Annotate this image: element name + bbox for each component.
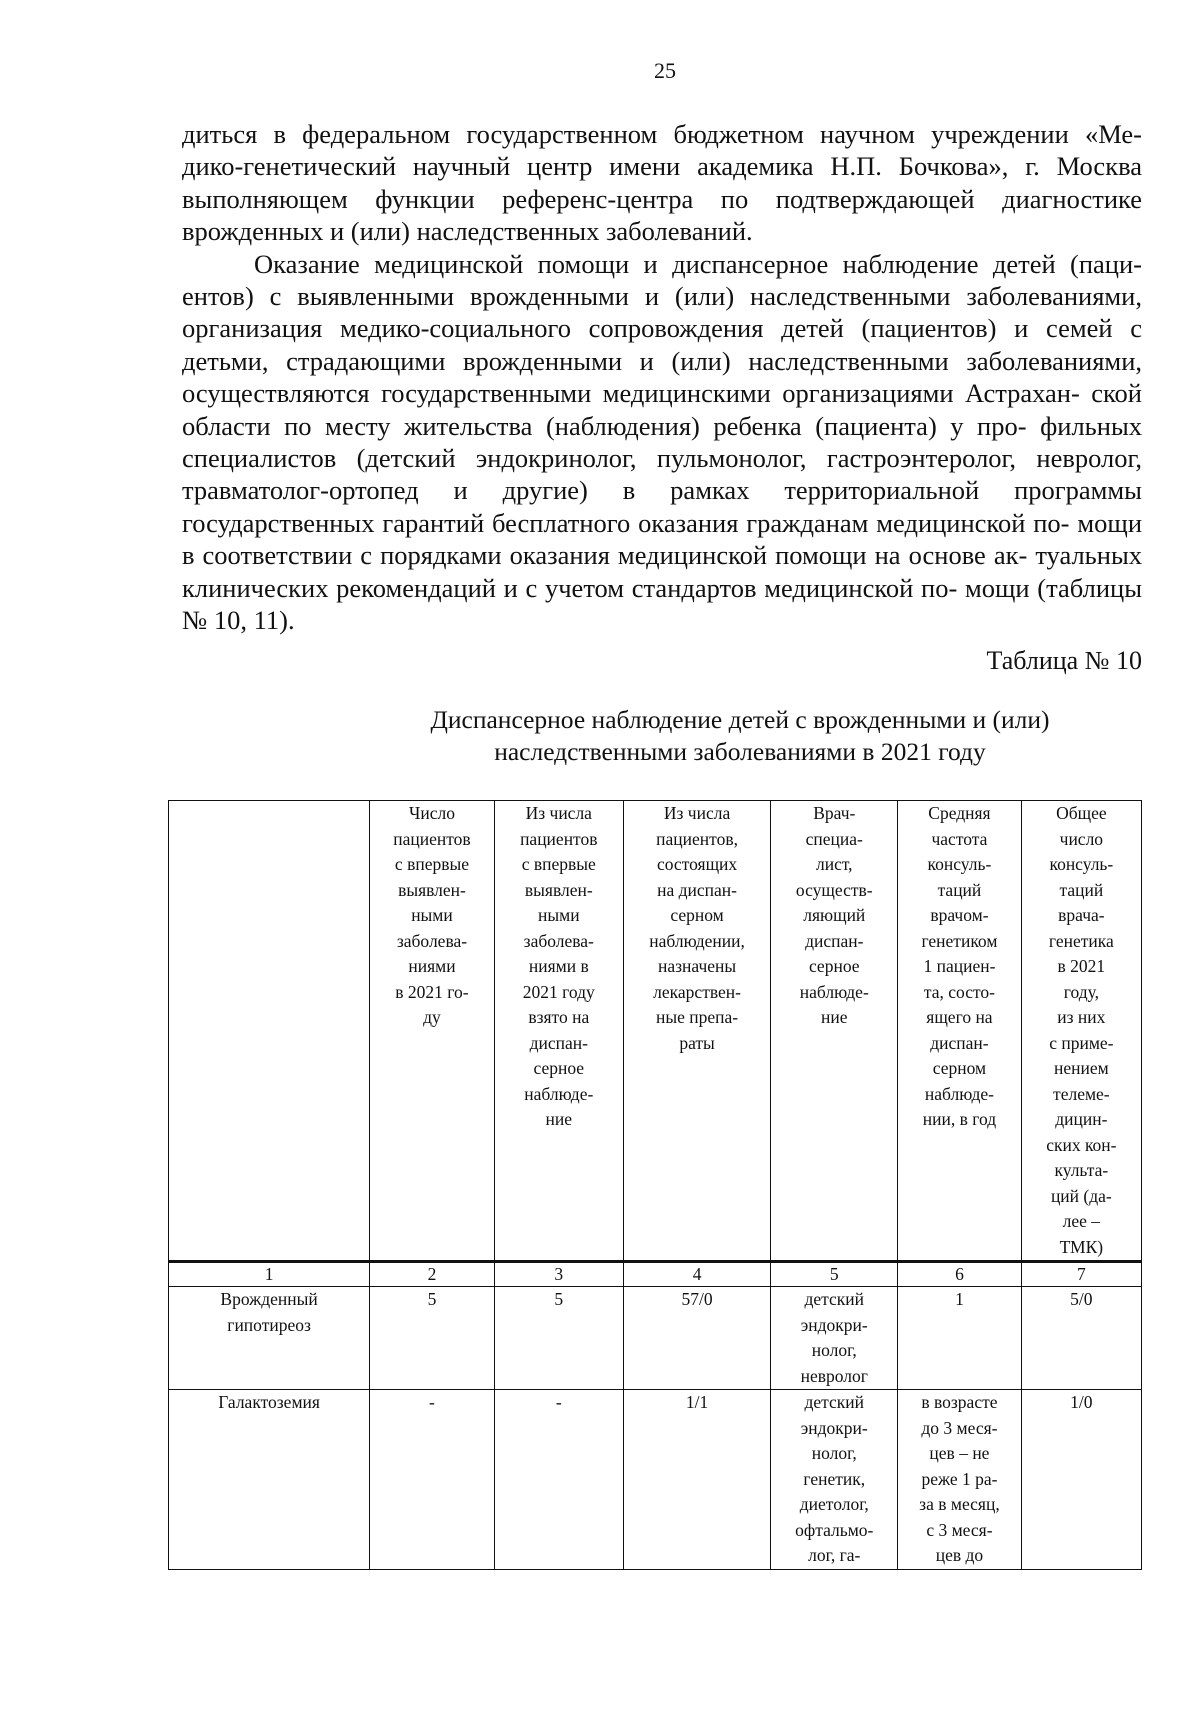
new-patients-cell [370, 1390, 495, 1570]
column-number-5 [771, 1262, 898, 1287]
cell-text: врача- [1058, 905, 1105, 925]
cell-text: нии, в год [922, 1109, 997, 1129]
cell-text: назначены [657, 956, 737, 976]
cell-text: с приме- [1049, 1032, 1114, 1053]
cell-text: из них [1057, 1007, 1106, 1027]
cell-text: 1 [955, 1289, 964, 1309]
cell-text: лист, [815, 854, 853, 874]
cell-text: за в месяц, [919, 1494, 1000, 1514]
table-header-row [169, 801, 1142, 1262]
cell-text: заболева- [523, 930, 594, 951]
cell-text: детский [804, 1289, 865, 1309]
cell-text: таций [937, 879, 982, 900]
cell-text: та, состо- [923, 981, 995, 1002]
cell-text: детский [804, 1392, 865, 1412]
table-label: Таблица № 10 [986, 646, 1142, 675]
cell-text: ные препа- [656, 1007, 739, 1027]
cell-text: пациентов [393, 828, 471, 849]
cell-text: нением [1053, 1058, 1109, 1078]
paragraph-2: Оказание медицинской помощи и диспансерное наблюдение детей (паци- ентов) с выявленными врожденными и (или) наследственными заболеваниями, организация медико-социального сопровождения детей (пациентов) и семей с детьми, страдающими врожденными и (или) наследственными заболеваниями, осуществляются государственными медицинскими организациями Астрахан- ской области по месту жительства (наблюдения) ребенка (пациента) у про- фильных специалистов (детский эндокринолог, пульмонолог, гастроэнтеролог, невролог, травматолог-ортопед и другие) в рамках территориальной программы государственных гарантий бесплатного оказания гражданам медицинской по- мощи в соответствии с порядками оказания медицинской помощи на основе ак- туальных клинических рекомендаций и с учетом стандартов медицинской по- мощи (таблицы № 10, 11). [182, 248, 1143, 636]
disease-name-cell [169, 1287, 370, 1390]
cell-text: таций [1059, 879, 1104, 900]
cell-text: Галактоземия [218, 1392, 320, 1412]
cell-text: 57/0 [681, 1289, 713, 1309]
cell-text: консуль- [927, 854, 992, 874]
cell-text: частота [931, 828, 988, 849]
cell-text: наблюде- [799, 981, 869, 1002]
prescribed-drugs-cell [623, 1287, 771, 1390]
header-cell-7 [1021, 801, 1141, 1262]
cell-text: ными [538, 905, 580, 925]
cell-text: ящего на [926, 1007, 993, 1027]
cell-text: Врач- [813, 803, 856, 823]
cell-text: Из числа [525, 803, 592, 823]
cell-text: лог, га- [808, 1545, 861, 1565]
header-cell-6 [898, 801, 1022, 1262]
header-cell-3 [494, 801, 623, 1262]
cell-text: наблюдении, [649, 930, 745, 951]
cell-text: реже 1 ра- [921, 1468, 998, 1489]
cell-text: дицин- [1055, 1109, 1108, 1129]
cell-text: 4 [692, 1264, 702, 1284]
cell-text: в 2021 го- [395, 981, 469, 1002]
cell-text: с впервые [394, 854, 469, 874]
header-cell-4 [623, 801, 771, 1262]
column-number-2 [370, 1262, 495, 1287]
cell-text: пациентов, [656, 828, 738, 849]
taken-under-observation-cell [494, 1287, 623, 1390]
cell-text: диетолог, [799, 1494, 869, 1514]
dispensary-table [168, 800, 1142, 1570]
cell-text: консуль- [1049, 854, 1114, 874]
page-number: 25 [654, 58, 676, 83]
cell-text: генетик, [803, 1468, 866, 1489]
table-title-line-2: наследственными заболеваниями в 2021 году [494, 737, 986, 766]
cell-text: до 3 меся- [921, 1417, 998, 1438]
cell-text: лее – [1062, 1211, 1101, 1231]
cell-text: генетиком [921, 930, 998, 951]
cell-text: специа- [805, 828, 863, 849]
column-number-3 [494, 1262, 623, 1287]
cell-text: ТМК) [1059, 1236, 1104, 1257]
cell-text: культа- [1054, 1160, 1109, 1180]
cell-text: нолог, [811, 1340, 857, 1360]
header-cell-1 [169, 801, 370, 1262]
cell-text: эндокри- [800, 1314, 868, 1335]
cell-text: Общее [1056, 803, 1107, 823]
cell-text: 5 [829, 1264, 839, 1284]
cell-text: состоящих [656, 854, 738, 874]
cell-text: эндокри- [800, 1417, 868, 1438]
column-number-6 [898, 1262, 1022, 1287]
cell-text: ными [411, 905, 453, 925]
cell-text: 5 [427, 1289, 437, 1309]
cell-text: - [555, 1392, 562, 1412]
cell-text: врачом- [930, 905, 989, 925]
cell-text: выявлен- [524, 879, 593, 900]
cell-text: гипотиреоз [227, 1314, 311, 1335]
column-number-row [169, 1262, 1142, 1287]
cell-text: серном [670, 905, 724, 925]
cell-text: диспан- [805, 930, 864, 951]
cell-text: 7 [1076, 1264, 1086, 1284]
paragraph-1: диться в федеральном государственном бюджетном научном учреждении «Ме- дико-генетический научный центр имени академика Н.П. Бочкова», г. Москва выполняющем функции референс-центра по подтверждающей диагностике врожденных и (или) наследственных заболеваний. [182, 119, 1142, 247]
cell-text: ниями в [528, 956, 589, 976]
cell-text: Средняя [928, 803, 991, 823]
column-number-4 [623, 1262, 771, 1287]
cell-text: на диспан- [657, 879, 737, 900]
cell-text: в 2021 [1057, 956, 1106, 976]
cell-text: 3 [554, 1264, 564, 1284]
table-title-line-1: Диспансерное наблюдение детей с врожденными и (или) [430, 705, 1050, 734]
consultation-frequency-cell [898, 1287, 1022, 1390]
consultation-frequency-cell [898, 1390, 1022, 1570]
cell-text: ду [423, 1007, 441, 1027]
cell-text: Число [408, 803, 455, 823]
cell-text: ских кон- [1046, 1134, 1117, 1155]
cell-text: 2021 году [522, 981, 595, 1002]
cell-text: ние [821, 1007, 848, 1027]
cell-text: Из числа [663, 803, 731, 823]
cell-text: телеме- [1053, 1083, 1110, 1104]
cell-text: невролог [800, 1365, 868, 1386]
cell-text: Врожденный [220, 1289, 318, 1309]
cell-text: 1/0 [1070, 1392, 1093, 1412]
specialist-cell [771, 1390, 898, 1570]
cell-text: в возрасте [921, 1392, 998, 1412]
cell-text: с впервые [521, 854, 596, 874]
column-number-1 [169, 1262, 370, 1287]
cell-text: выявлен- [398, 879, 466, 900]
taken-under-observation-cell [494, 1390, 623, 1570]
cell-text: 1 [264, 1264, 274, 1284]
cell-text: нолог, [811, 1443, 857, 1463]
cell-text: генетика [1048, 930, 1114, 951]
cell-text: ций (да- [1050, 1185, 1112, 1206]
total-consultations-cell [1021, 1390, 1141, 1570]
cell-text: лекарствен- [653, 981, 741, 1002]
cell-text: пациентов [520, 828, 598, 849]
cell-text: серное [808, 956, 860, 976]
cell-text: заболева- [396, 930, 468, 951]
cell-text: 5 [554, 1289, 564, 1309]
table-row [169, 1287, 1142, 1390]
cell-text: 5/0 [1070, 1289, 1093, 1309]
body-text [182, 118, 1142, 637]
cell-text: офтальмо- [795, 1519, 874, 1540]
total-consultations-cell [1021, 1287, 1141, 1390]
header-cell-2 [370, 801, 495, 1262]
cell-text: раты [679, 1032, 715, 1053]
cell-text: взято на [528, 1007, 590, 1027]
cell-text: ляющий [803, 905, 866, 925]
cell-text: цев до [935, 1545, 984, 1565]
specialist-cell [771, 1287, 898, 1390]
cell-text: наблюде- [524, 1083, 594, 1104]
table-row [169, 1390, 1142, 1570]
column-number-7 [1021, 1262, 1141, 1287]
disease-name-cell [169, 1390, 370, 1570]
prescribed-drugs-cell [623, 1390, 771, 1570]
cell-text: цев – не [929, 1443, 990, 1463]
cell-text: наблюде- [924, 1083, 994, 1104]
cell-text: число [1059, 828, 1104, 849]
cell-text: 1/1 [685, 1392, 709, 1412]
cell-text: осуществ- [795, 879, 873, 900]
cell-text: 2 [427, 1264, 437, 1284]
cell-text: серном [932, 1058, 987, 1078]
table-title [260, 704, 1200, 768]
cell-text: диспан- [930, 1032, 989, 1053]
cell-text: серное [533, 1058, 585, 1078]
cell-text: 1 пациен- [923, 956, 996, 976]
cell-text: ние [545, 1109, 573, 1129]
cell-text: - [429, 1392, 435, 1412]
header-cell-5 [771, 801, 898, 1262]
cell-text: ниями [408, 956, 456, 976]
cell-text: с 3 меся- [926, 1519, 993, 1540]
cell-text: диспан- [529, 1032, 588, 1053]
cell-text: 6 [955, 1264, 964, 1284]
cell-text: году, [1063, 981, 1099, 1002]
new-patients-cell [370, 1287, 495, 1390]
